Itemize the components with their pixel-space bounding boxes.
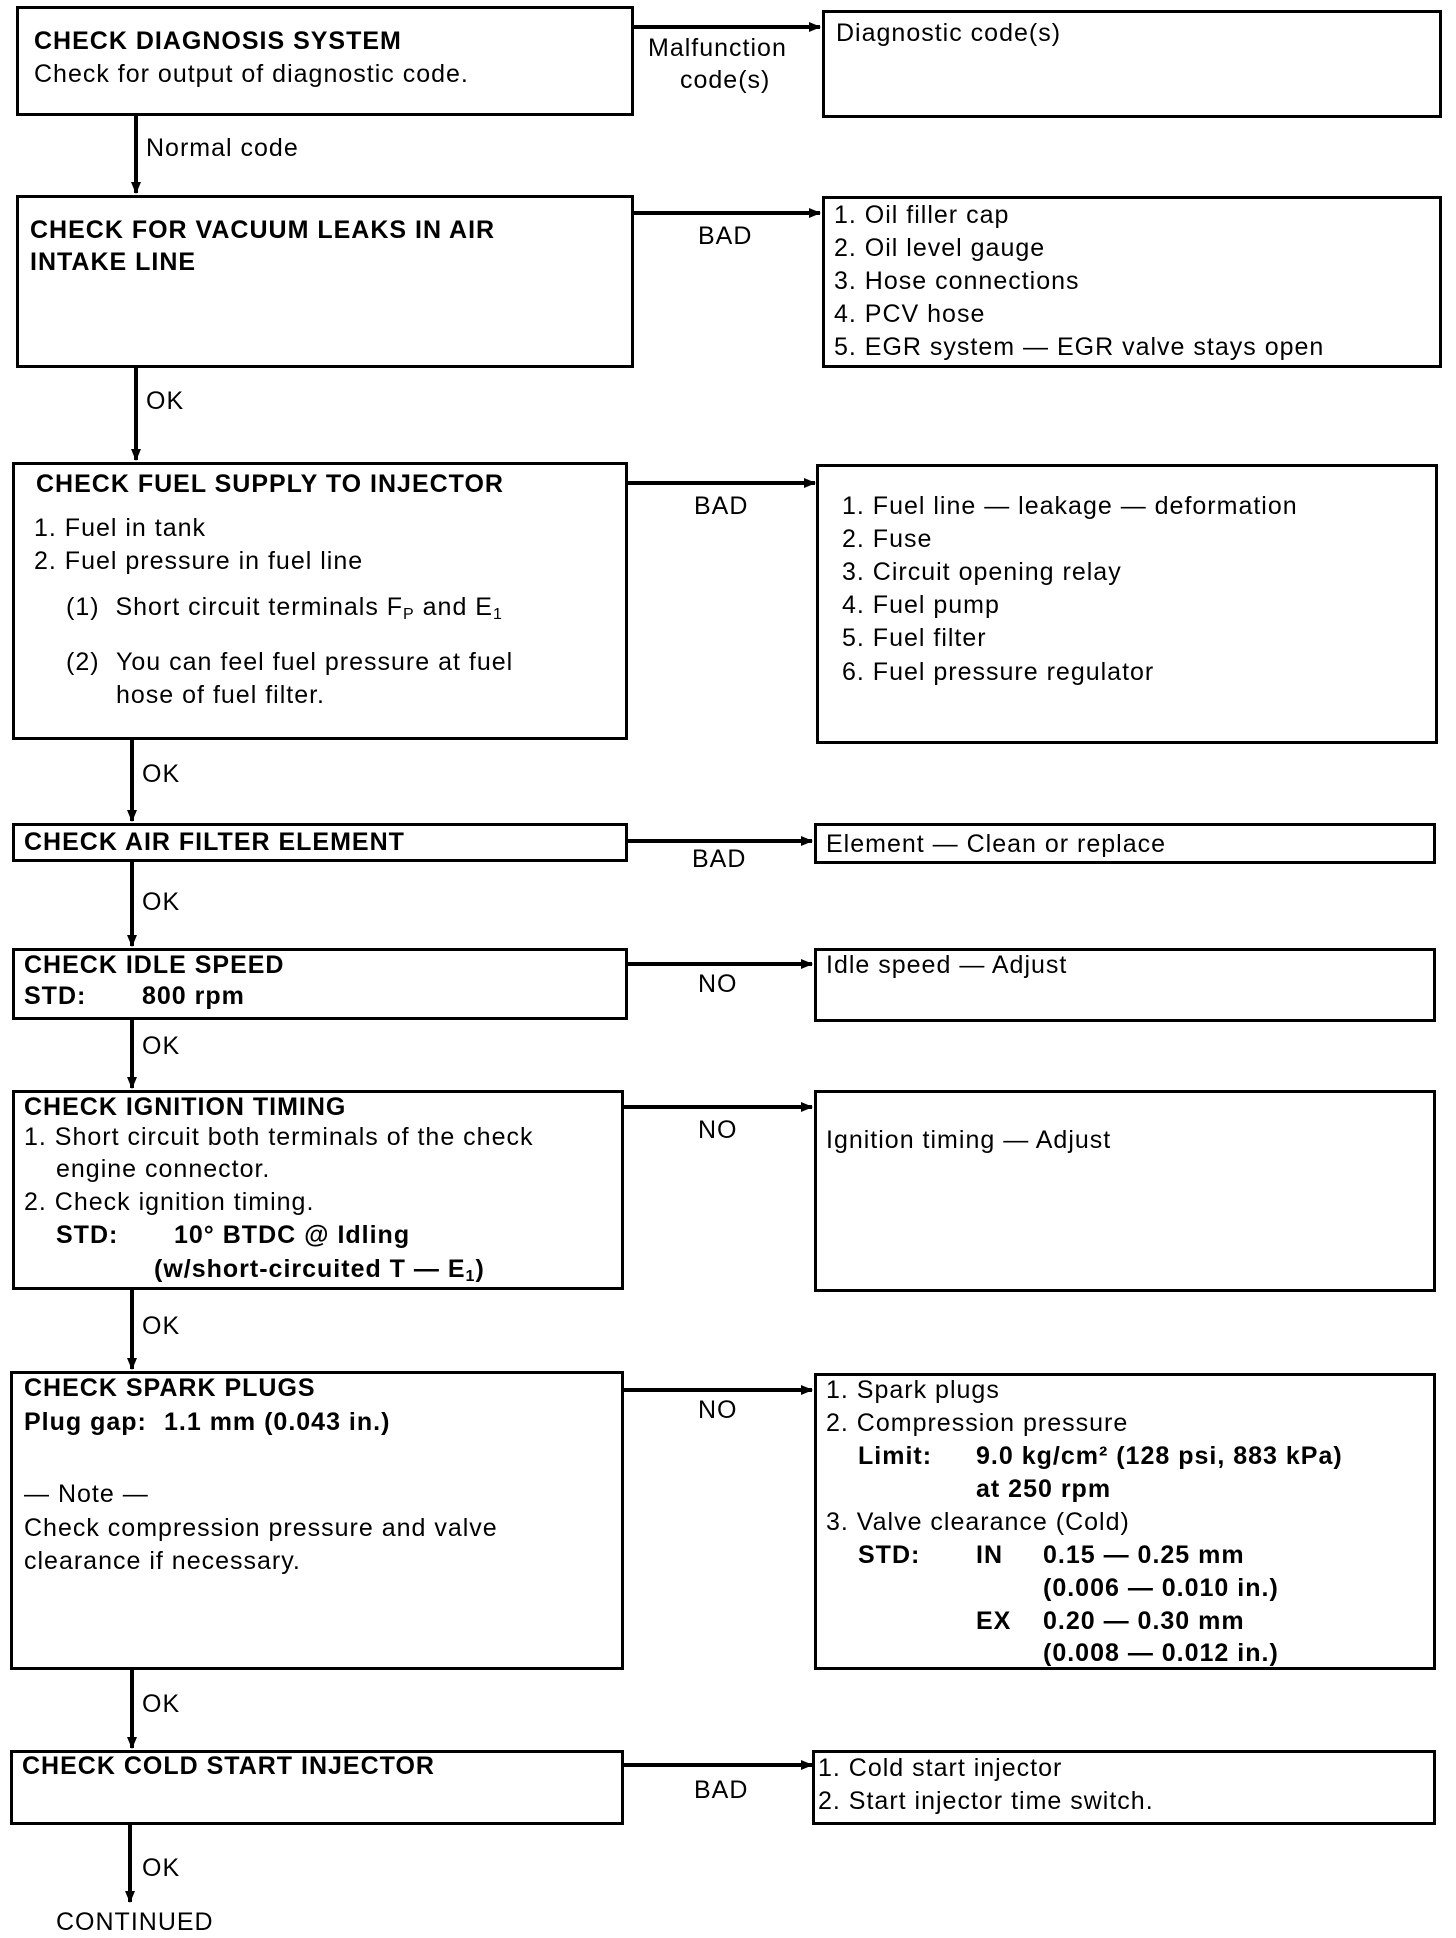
- step1-desc: Check for output of diagnostic code.: [34, 60, 469, 88]
- step8-title: CHECK COLD START INJECTOR: [22, 1752, 435, 1780]
- step3-branch-label: BAD: [694, 492, 749, 520]
- step3-result-4: 4. Fuel pump: [842, 591, 1000, 619]
- step8-next-label: OK: [142, 1854, 181, 1882]
- step3-sub1-fp: P: [403, 606, 415, 623]
- step6-std: [56, 1219, 410, 1252]
- step2-result-3: 3. Hose connections: [834, 267, 1080, 295]
- step7-ex-mm: 0.20 — 0.30 mm: [1043, 1607, 1245, 1635]
- step7-gap-label: Plug gap:: [24, 1408, 147, 1436]
- step5-std-value: 800 rpm: [142, 982, 245, 1010]
- step7-note-line1: Check compression pressure and valve: [24, 1514, 498, 1542]
- step6-std-label: STD:: [56, 1221, 119, 1249]
- step4-branch-label: BAD: [692, 845, 747, 873]
- step7-note-line2: clearance if necessary.: [24, 1547, 301, 1575]
- step3-result-3: 3. Circuit opening relay: [842, 558, 1122, 586]
- step6-item1-line1: 1. Short circuit both terminals of the check: [24, 1123, 534, 1151]
- step7-limit-rpm: at 250 rpm: [976, 1475, 1112, 1503]
- step6-title: CHECK IGNITION TIMING: [24, 1093, 347, 1121]
- step5-result: Idle speed — Adjust: [826, 951, 1068, 979]
- step7-ex-in: (0.008 — 0.012 in.): [1043, 1639, 1279, 1667]
- step3-title: CHECK FUEL SUPPLY TO INJECTOR: [36, 470, 504, 498]
- step5-std: [24, 980, 245, 1013]
- step7-result-3: 3. Valve clearance (Cold): [826, 1508, 1130, 1536]
- step6-result-box: [814, 1090, 1436, 1292]
- step6-next-label: OK: [142, 1312, 181, 1340]
- step7-branch-label: NO: [698, 1396, 738, 1424]
- step6-result: Ignition timing — Adjust: [826, 1126, 1112, 1154]
- step7-limit-value: 9.0 kg/cm² (128 psi, 883 kPa): [976, 1442, 1343, 1470]
- step2-result-4: 4. PCV hose: [834, 300, 986, 328]
- step7-in-in: (0.006 — 0.010 in.): [1043, 1574, 1279, 1602]
- step5-next-label: OK: [142, 1032, 181, 1060]
- step1-branch-label-2: code(s): [680, 66, 771, 94]
- step3-result-5: 5. Fuel filter: [842, 624, 987, 652]
- step3-item-1: 1. Fuel in tank: [34, 514, 207, 542]
- step3-sub1: [66, 591, 503, 631]
- step1-title: CHECK DIAGNOSIS SYSTEM: [34, 27, 402, 55]
- step7-gap-value: 1.1 mm (0.043 in.): [164, 1408, 391, 1436]
- step5-branch-label: NO: [698, 970, 738, 998]
- step5-std-label: STD:: [24, 982, 87, 1010]
- step2-result-1: 1. Oil filler cap: [834, 201, 1010, 229]
- step3-sub1-e: 1: [492, 606, 503, 623]
- step7-title: CHECK SPARK PLUGS: [24, 1374, 316, 1402]
- step3-result-6: 6. Fuel pressure regulator: [842, 658, 1155, 686]
- step3-sub2-prefix: (2): [66, 648, 100, 676]
- step3-sub1-and: and E: [414, 593, 493, 621]
- step6-item1-line2: engine connector.: [56, 1155, 271, 1183]
- step4-next-label: OK: [142, 888, 181, 916]
- step3-result-1: 1. Fuel line — leakage — deformation: [842, 492, 1298, 520]
- step6-branch-label: NO: [698, 1116, 738, 1144]
- step3-sub2-line2: hose of fuel filter.: [116, 681, 326, 709]
- step7-std-label: STD:: [858, 1541, 921, 1569]
- step6-std-note: [154, 1253, 485, 1293]
- step4-title: CHECK AIR FILTER ELEMENT: [24, 828, 405, 856]
- step2-title-2: INTAKE LINE: [30, 248, 197, 276]
- step6-std-note-text: (w/short-circuited T — E: [154, 1255, 466, 1283]
- step3-item-2: 2. Fuel pressure in fuel line: [34, 547, 364, 575]
- step6-item2: 2. Check ignition timing.: [24, 1188, 315, 1216]
- step1-next-label: Normal code: [146, 134, 299, 162]
- step7-gap: [24, 1406, 390, 1439]
- step2-title-1: CHECK FOR VACUUM LEAKS IN AIR: [30, 216, 496, 244]
- step6-std-value: 10° BTDC @ Idling: [174, 1221, 411, 1249]
- step1-result: Diagnostic code(s): [836, 19, 1062, 47]
- step7-in-label: IN: [976, 1541, 1003, 1569]
- step8-result-2: 2. Start injector time switch.: [818, 1787, 1154, 1815]
- step7-note-title: — Note —: [24, 1480, 149, 1508]
- step7-result-1: 1. Spark plugs: [826, 1376, 1000, 1404]
- step3-sub2-line1: You can feel fuel pressure at fuel: [116, 648, 514, 676]
- step7-next-label: OK: [142, 1690, 181, 1718]
- step6-std-note-sub: 1: [465, 1268, 476, 1285]
- step8-result-1: 1. Cold start injector: [818, 1754, 1063, 1782]
- step3-sub1-text: Short circuit terminals F: [115, 593, 404, 621]
- step2-next-label: OK: [146, 387, 185, 415]
- step2-result-2: 2. Oil level gauge: [834, 234, 1046, 262]
- step7-limit-label: Limit:: [858, 1442, 933, 1470]
- continued-label: CONTINUED: [56, 1908, 214, 1936]
- step8-branch-label: BAD: [694, 1776, 749, 1804]
- step2-result-5: 5. EGR system — EGR valve stays open: [834, 333, 1325, 361]
- step3-result-2: 2. Fuse: [842, 525, 933, 553]
- step7-ex-label: EX: [976, 1607, 1012, 1635]
- step3-sub1-prefix: (1): [66, 593, 100, 621]
- step6-std-note-end: ): [475, 1255, 485, 1283]
- step2-branch-label: BAD: [698, 222, 753, 250]
- step3-next-label: OK: [142, 760, 181, 788]
- step7-in-mm: 0.15 — 0.25 mm: [1043, 1541, 1245, 1569]
- step4-result: Element — Clean or replace: [826, 830, 1167, 858]
- step1-branch-label-1: Malfunction: [648, 34, 787, 62]
- step5-title: CHECK IDLE SPEED: [24, 951, 285, 979]
- step7-result-2: 2. Compression pressure: [826, 1409, 1129, 1437]
